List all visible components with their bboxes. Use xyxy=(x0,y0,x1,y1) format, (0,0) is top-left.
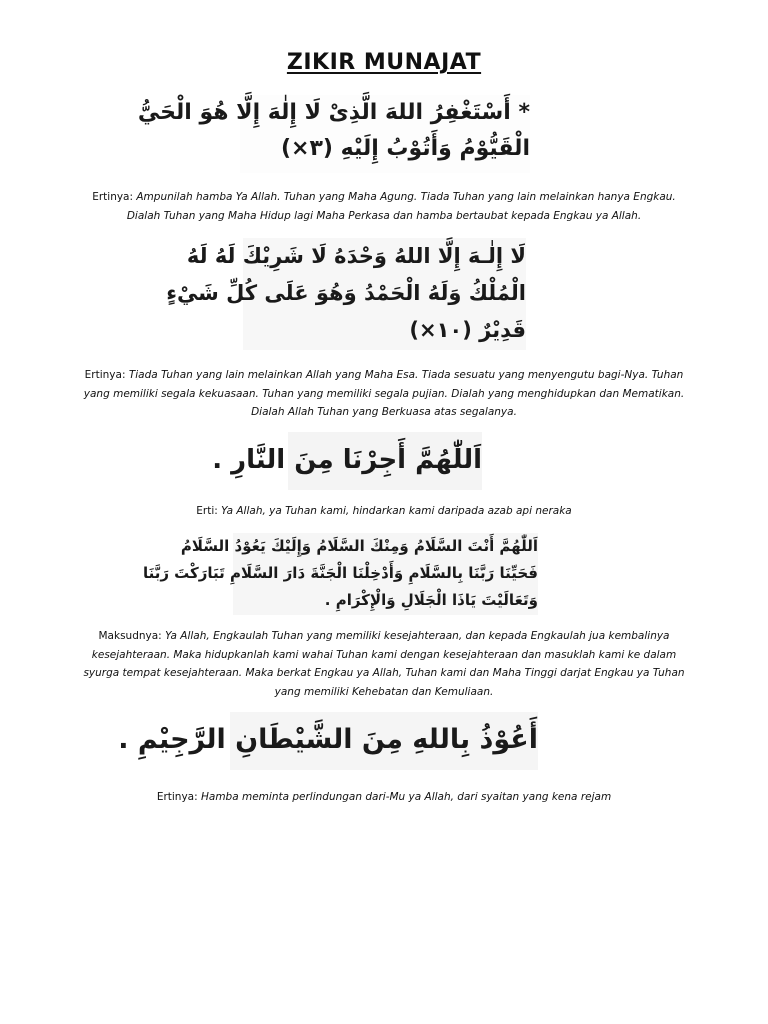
translation-label: Ertinya: xyxy=(84,369,126,381)
arabic-line: الْمُلْكُ وَلَهُ الْحَمْدُ وَهُوَ عَلَى كُلِّ شَيْءٍ xyxy=(166,281,526,305)
arabic-verse-istighfar xyxy=(137,95,530,173)
arabic-verse-taawwudh xyxy=(118,712,538,770)
arabic-verse-tahlil xyxy=(166,238,526,350)
translation-label: Ertinya: xyxy=(156,791,198,803)
translation-paragraph xyxy=(74,627,694,701)
arabic-verse-ajirna xyxy=(212,432,482,490)
arabic-line: أَعُوْذُ بِاللهِ مِنَ الشَّيْطَانِ الرَّجِيْمِ . xyxy=(118,724,538,755)
translation-label: Ertinya: xyxy=(92,191,134,203)
arabic-line: فَحَيِّنَا رَبَّنَا بِالسَّلَامِ وَأَدْخِلْنَا الْجَنَّةَ دَارَ السَّلَامِ تَبَارَكْتَ رَبَّنَا xyxy=(142,564,538,582)
arabic-line: الْقَيُّوْمُ وَأَتُوْبُ إِلَيْهِ (٣×) xyxy=(280,136,530,161)
translation-label: Erti: xyxy=(196,505,218,517)
translation-paragraph xyxy=(74,188,694,225)
translation-text: Ya Allah, Engkaulah Tuhan yang memiliki kesejahteraan, dan kepada Engkaulah jua kembalinya kesejahteraan. Maka hidupkanlah kami wahai Tuhan kami dengan kesejahteraan dan masuklah kami ke dalam syurga tempat kesejahteraan. Maka berkat Engkau ya Allah, Tuhan kami dan Maha Tinggi darjat Engkau ya Tuhan yang memiliki Kehebatan dan Kemuliaan. xyxy=(83,630,685,698)
arabic-line: اَللّٰهُمَّ أَجِرْنَا مِنَ النَّارِ . xyxy=(212,445,482,475)
arabic-line: وَتَعَالَيْتَ يَاذَا الْجَلَالِ وَالْإِكْرَامِ . xyxy=(324,591,538,609)
translation-paragraph xyxy=(74,502,694,521)
translation-text: Ya Allah, ya Tuhan kami, hindarkan kami daripada azab api neraka xyxy=(221,505,572,517)
translation-text: Hamba meminta perlindungan dari-Mu ya Allah, dari syaitan yang kena rejam xyxy=(200,791,612,803)
arabic-verse-salam xyxy=(142,533,538,615)
arabic-line: * أَسْتَغْفِرُ اللهَ الَّذِىْ لَا إِلٰهَ إِلَّا هُوَ الْحَيُّ xyxy=(137,100,530,125)
translation-paragraph xyxy=(74,366,694,422)
arabic-line: قَدِيْرٌ (١٠×) xyxy=(409,318,526,342)
page-title: ZIKIR MUNAJAT xyxy=(286,50,482,75)
translation-paragraph xyxy=(74,788,694,807)
translation-label: Maksudnya: xyxy=(98,630,162,642)
translation-text: Ampunilah hamba Ya Allah. Tuhan yang Maha Agung. Tiada Tuhan yang lain melainkan hanya Engkau. Dialah Tuhan yang Maha Hidup lagi Maha Perkasa dan hamba bertaubat kepada Engkau ya Allah. xyxy=(126,191,676,222)
arabic-line: لَا إِلٰـهَ إِلَّا اللهُ وَحْدَهُ لَا شَرِيْكَ لَهُ لَهُ xyxy=(186,244,526,268)
translation-text: Tiada Tuhan yang lain melainkan Allah yang Maha Esa. Tiada sesuatu yang menyengutu bagi-Nya. Tuhan yang memiliki segala kekuasaan. Tuhan yang memiliki segala pujian. Dialah yang menghidupkan dan Mematikan. Dialah Allah Tuhan yang Berkuasa atas segalanya. xyxy=(83,369,685,418)
arabic-line: اَللّٰهُمَّ أَنْتَ السَّلَامُ وَمِنْكَ السَّلَامُ وَإِلَيْكَ يَعُوْدُ السَّلَامُ xyxy=(180,537,538,555)
